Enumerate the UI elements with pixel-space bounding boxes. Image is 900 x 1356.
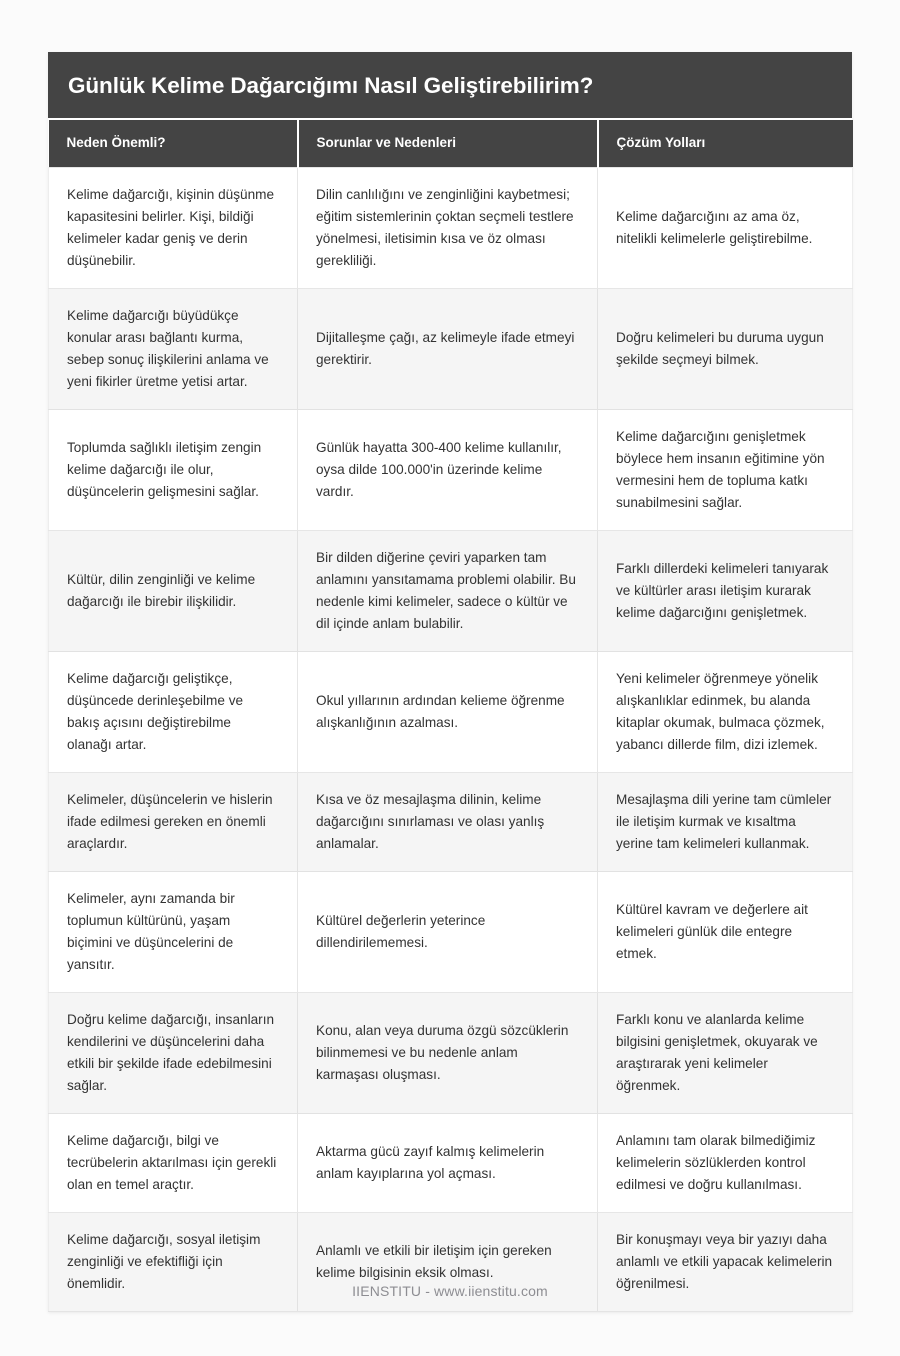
cell-solution: Anlamını tam olarak bilmediğimiz kelimelerin sözlüklerden kontrol edilmesi ve doğru kullanılması. (598, 1113, 853, 1212)
cell-solution: Kültürel kavram ve değerlere ait kelimeleri günlük dile entegre etmek. (598, 871, 853, 992)
cell-why: Kelime dağarcığı, kişinin düşünme kapasitesini belirler. Kişi, bildiği kelimeler kadar geniş ve derin düşünebilir. (49, 167, 298, 288)
cell-solution: Farklı konu ve alanlarda kelime bilgisini genişletmek, okuyarak ve araştırarak yeni kelimeler öğrenmek. (598, 992, 853, 1113)
infographic-card (48, 52, 852, 1312)
cell-solution: Farklı dillerdeki kelimeleri tanıyarak ve kültürler arası iletişim kurarak kelime dağarcığını genişletmek. (598, 530, 853, 651)
table-row (49, 651, 853, 772)
cell-problem: Okul yıllarının ardından kelieme öğrenme alışkanlığının azalması. (298, 651, 598, 772)
cell-why: Kelimeler, düşüncelerin ve hislerin ifade edilmesi gereken en önemli araçlardır. (49, 772, 298, 871)
footer-branding: IIENSTITU - www.iienstitu.com (352, 1283, 548, 1299)
cell-solution: Yeni kelimeler öğrenmeye yönelik alışkanlıklar edinmek, bu alanda kitaplar okumak, bulmaca çözmek, yabancı dillerde film, dizi izlemek. (598, 651, 853, 772)
comparison-table (48, 120, 853, 1312)
cell-why: Kelime dağarcığı, bilgi ve tecrübelerin aktarılması için gerekli olan en temel araçtır. (49, 1113, 298, 1212)
cell-problem: Dilin canlılığını ve zenginliğini kaybetmesi; eğitim sistemlerinin çoktan seçmeli testlere yönelmesi, iletisimin kısa ve öz olması gerekliliği. (298, 167, 598, 288)
column-header-why: Neden Önemli? (49, 120, 298, 167)
cell-why: Kelimeler, aynı zamanda bir toplumun kültürünü, yaşam biçimini ve düşüncelerini de yansıtır. (49, 871, 298, 992)
table-row (49, 167, 853, 288)
cell-why: Doğru kelime dağarcığı, insanların kendilerini ve düşüncelerini daha etkili bir şekilde ifade edebilmesini sağlar. (49, 992, 298, 1113)
title-bar (48, 52, 852, 120)
cell-problem: Aktarma gücü zayıf kalmış kelimelerin anlam kayıplarına yol açması. (298, 1113, 598, 1212)
cell-why: Kültür, dilin zenginliği ve kelime dağarcığı ile birebir ilişkilidir. (49, 530, 298, 651)
table-row (49, 871, 853, 992)
cell-solution: Doğru kelimeleri bu duruma uygun şekilde seçmeyi bilmek. (598, 288, 853, 409)
cell-problem: Dijitalleşme çağı, az kelimeyle ifade etmeyi gerektirir. (298, 288, 598, 409)
column-header-solutions: Çözüm Yolları (598, 120, 853, 167)
column-header-problems: Sorunlar ve Nedenleri (298, 120, 598, 167)
page-title: Günlük Kelime Dağarcığımı Nasıl Geliştirebilirim? (68, 73, 594, 98)
table-row (49, 288, 853, 409)
cell-why: Kelime dağarcığı, sosyal iletişim zenginliği ve efektifliği için önemlidir. (49, 1212, 298, 1311)
cell-solution: Kelime dağarcığını az ama öz, nitelikli kelimelerle geliştirebilme. (598, 167, 853, 288)
cell-problem: Kısa ve öz mesajlaşma dilinin, kelime dağarcığını sınırlaması ve olası yanlış anlamalar. (298, 772, 598, 871)
table-body (49, 167, 853, 1311)
cell-why: Toplumda sağlıklı iletişim zengin kelime dağarcığı ile olur, düşüncelerin gelişmesini sağlar. (49, 409, 298, 530)
table-row (49, 992, 853, 1113)
table-row (49, 530, 853, 651)
table-header-row (49, 120, 853, 167)
cell-why: Kelime dağarcığı geliştikçe, düşüncede derinleşebilme ve bakış açısını değiştirebilme olanağı artar. (49, 651, 298, 772)
cell-why: Kelime dağarcığı büyüdükçe konular arası bağlantı kurma, sebep sonuç ilişkilerini anlama ve yeni fikirler üretme yetisi artar. (49, 288, 298, 409)
cell-problem: Bir dilden diğerine çeviri yaparken tam anlamını yansıtamama problemi olabilir. Bu nedenle kimi kelimeler, sadece o kültür ve dil içinde anlam bulabilir. (298, 530, 598, 651)
cell-solution: Bir konuşmayı veya bir yazıyı daha anlamlı ve etkili yapacak kelimelerin öğrenilmesi. (598, 1212, 853, 1311)
cell-problem: Günlük hayatta 300-400 kelime kullanılır, oysa dilde 100.000'in üzerinde kelime vardır. (298, 409, 598, 530)
table-header (49, 120, 853, 167)
table-row (49, 1113, 853, 1212)
table-row (49, 409, 853, 530)
table-row (49, 772, 853, 871)
cell-problem: Konu, alan veya duruma özgü sözcüklerin bilinmemesi ve bu nedenle anlam karmaşası oluşması. (298, 992, 598, 1113)
cell-problem: Anlamlı ve etkili bir iletişim için gereken kelime bilgisinin eksik olması. (298, 1212, 598, 1311)
cell-solution: Mesajlaşma dili yerine tam cümleler ile iletişim kurmak ve kısaltma yerine tam kelimeleri kullanmak. (598, 772, 853, 871)
cell-problem: Kültürel değerlerin yeterince dillendirilememesi. (298, 871, 598, 992)
cell-solution: Kelime dağarcığını genişletmek böylece hem insanın eğitimine yön vermesini hem de topluma katkı sunabilmesini sağlar. (598, 409, 853, 530)
